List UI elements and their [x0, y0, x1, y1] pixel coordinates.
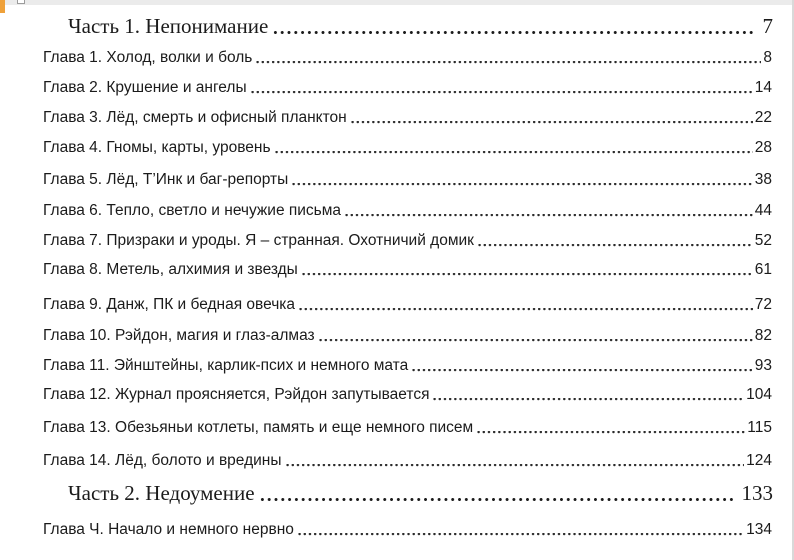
toc-entry-page: 124 [746, 452, 772, 469]
toc-entry[interactable] [43, 201, 772, 221]
toc-entry-title: Глава 9. Данж, ПК и бедная овечка [43, 296, 296, 313]
toc-entry-page: 14 [754, 79, 772, 96]
toc-entry-title: Глава 11. Эйнштейны, карлик-псих и немного мата [43, 357, 409, 374]
toc-entry[interactable] [43, 48, 772, 68]
dot-leader [477, 244, 753, 248]
toc-entry[interactable] [43, 326, 772, 346]
toc-entry-title: Глава 3. Лёд, смерть и офисный планктон [43, 109, 347, 126]
dot-leader [318, 339, 753, 343]
dot-leader [476, 431, 745, 435]
dot-leader [298, 308, 753, 312]
dot-leader [432, 398, 744, 402]
toc-entry[interactable] [43, 78, 772, 98]
toc-entry[interactable] [43, 231, 772, 251]
toc-entry[interactable] [43, 260, 772, 280]
toc-entry-page: 52 [754, 232, 772, 249]
dot-leader [297, 533, 744, 537]
toc-entry-page: 8 [763, 49, 772, 66]
dot-leader [250, 91, 753, 95]
dot-leader [285, 464, 745, 468]
toc-entry[interactable] [43, 451, 772, 471]
toc-entry[interactable] [43, 295, 772, 315]
toc-entry-page: 115 [747, 419, 772, 436]
toc-entry[interactable] [43, 108, 772, 128]
toc-entry-page: 82 [754, 327, 772, 344]
toc-entry-title: Глава 7. Призраки и уроды. Я – странная. Охотничий домик [43, 232, 474, 249]
toc-entry-title: Часть 2. Недоумение [68, 481, 255, 505]
toc-entry-title: Глава 13. Обезьяньи котлеты, память и еще немного писем [43, 419, 474, 436]
toc-entry-page: 93 [754, 357, 772, 374]
toc-entry[interactable] [43, 385, 772, 405]
toc-entry-page: 38 [754, 171, 772, 188]
toc-entry-title: Глава 10. Рэйдон, магия и глаз-алмаз [43, 327, 315, 344]
toc-entry-title: Глава 2. Крушение и ангелы [43, 79, 247, 96]
toc-entry-part[interactable] [68, 479, 773, 507]
toc-entry-title: Глава 12. Журнал проясняется, Рэйдон запутывается [43, 386, 430, 403]
dot-leader [274, 151, 753, 155]
dot-leader [350, 121, 753, 125]
toc-entry-page: 72 [754, 296, 772, 313]
toc-entry-title: Глава 1. Холод, волки и боль [43, 49, 253, 66]
ruler-tab-selector-box[interactable] [17, 0, 25, 4]
toc-entry-page: 22 [754, 109, 772, 126]
toc-entry-page: 134 [746, 521, 772, 538]
toc-entry-title: Глава 14. Лёд, болото и вредины [43, 452, 282, 469]
toc-entry-page: 61 [754, 261, 772, 278]
toc-entry-title: Глава 6. Тепло, светло и нечужие письма [43, 202, 342, 219]
dot-leader [272, 31, 755, 36]
toc-entry-title: Глава 4. Гномы, карты, уровень [43, 139, 271, 156]
dot-leader [255, 61, 761, 65]
toc-entry-page: 7 [762, 14, 773, 38]
dot-leader [291, 183, 752, 187]
toc-entry-page: 133 [741, 481, 773, 505]
toc-entry-page: 44 [754, 202, 772, 219]
ribbon-bottom-strip [0, 0, 794, 5]
toc-entry-title: Глава 5. Лёд, Т’Инк и баг-репорты [43, 171, 289, 188]
toc-entry[interactable] [43, 356, 772, 376]
dot-leader [411, 369, 753, 373]
toc-entry[interactable] [43, 418, 772, 438]
dot-leader [301, 273, 753, 277]
toc-entry-page: 104 [746, 386, 772, 403]
toc-entry-title: Глава Ч. Начало и немного нервно [43, 521, 294, 538]
toc-entry[interactable] [43, 170, 772, 190]
orange-accent-marker [0, 0, 5, 13]
toc-entry-title: Часть 1. Непонимание [68, 14, 269, 38]
toc-entry-title: Глава 8. Метель, алхимия и звезды [43, 261, 298, 278]
dot-leader [259, 498, 735, 503]
toc-entry[interactable] [43, 138, 772, 158]
toc-entry[interactable] [43, 520, 772, 540]
toc-entry-page: 28 [754, 139, 772, 156]
toc-entry-part[interactable] [68, 12, 773, 40]
dot-leader [344, 214, 753, 218]
